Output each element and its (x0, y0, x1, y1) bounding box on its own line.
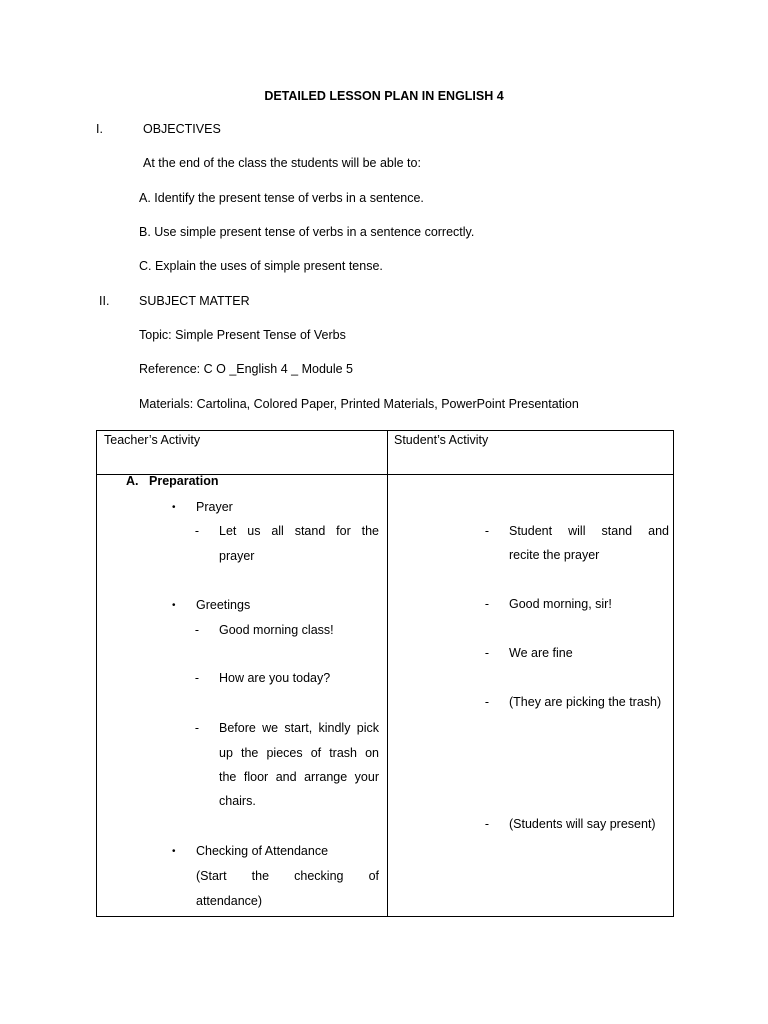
greetings-label: Greetings (196, 598, 251, 612)
bullet-icon: • (172, 846, 176, 857)
reference-line: Reference: C O _English 4 _ Module 5 (139, 362, 354, 376)
part-title: Preparation (149, 474, 219, 488)
student-prayer-line-1: Student will stand and (509, 524, 669, 538)
dash-icon: - (194, 721, 200, 735)
teacher-attendance-line-2: attendance) (196, 894, 263, 908)
prayer-label: Prayer (196, 500, 233, 514)
section-1-numeral: I. (96, 122, 103, 136)
column-divider (387, 431, 388, 916)
dash-icon: - (194, 671, 200, 685)
materials-line: Materials: Cartolina, Colored Paper, Printed Materials, PowerPoint Presentation (139, 397, 579, 411)
student-activity-header: Student’s Activity (394, 433, 489, 447)
objective-a: A. Identify the present tense of verbs in a sentence. (139, 191, 424, 205)
teacher-trash-line-3: the floor and arrange your (219, 770, 379, 784)
document-title: DETAILED LESSON PLAN IN ENGLISH 4 (264, 89, 504, 103)
student-attendance-response: (Students will say present) (509, 817, 656, 831)
student-prayer-line-2: recite the prayer (509, 548, 600, 562)
teacher-trash-line-4: chairs. (219, 794, 256, 808)
dash-icon: - (194, 623, 200, 637)
dash-icon: - (484, 646, 490, 660)
teacher-greeting-1: Good morning class! (219, 623, 334, 637)
dash-icon: - (484, 695, 490, 709)
teacher-trash-line-1: Before we start, kindly pick (219, 721, 379, 735)
dash-icon: - (484, 597, 490, 611)
section-2-heading: SUBJECT MATTER (139, 294, 250, 308)
dash-icon: - (484, 524, 490, 538)
part-label: A. (126, 474, 139, 488)
teacher-attendance-line-1: (Start the checking of (196, 869, 379, 883)
bullet-icon: • (172, 600, 176, 611)
objective-b: B. Use simple present tense of verbs in a sentence correctly. (139, 225, 475, 239)
bullet-icon: • (172, 502, 176, 513)
teacher-activity-header: Teacher’s Activity (104, 433, 201, 447)
attendance-label: Checking of Attendance (196, 844, 329, 858)
student-greeting-1: Good morning, sir! (509, 597, 612, 611)
teacher-prayer-line-2: prayer (219, 549, 255, 563)
teacher-trash-line-2: up the pieces of trash on (219, 746, 379, 760)
dash-icon: - (484, 817, 490, 831)
teacher-prayer-line-1: Let us all stand for the (219, 524, 379, 538)
student-greeting-2: We are fine (509, 646, 573, 660)
objective-c: C. Explain the uses of simple present tense. (139, 259, 383, 273)
teacher-greeting-2: How are you today? (219, 671, 331, 685)
section-2-numeral: II. (99, 294, 110, 308)
objectives-intro: At the end of the class the students will be able to: (143, 156, 421, 170)
dash-icon: - (194, 524, 200, 538)
section-1-heading: OBJECTIVES (143, 122, 221, 136)
student-trash-response: (They are picking the trash) (509, 695, 662, 709)
topic-line: Topic: Simple Present Tense of Verbs (139, 328, 346, 342)
activity-table (96, 430, 674, 917)
